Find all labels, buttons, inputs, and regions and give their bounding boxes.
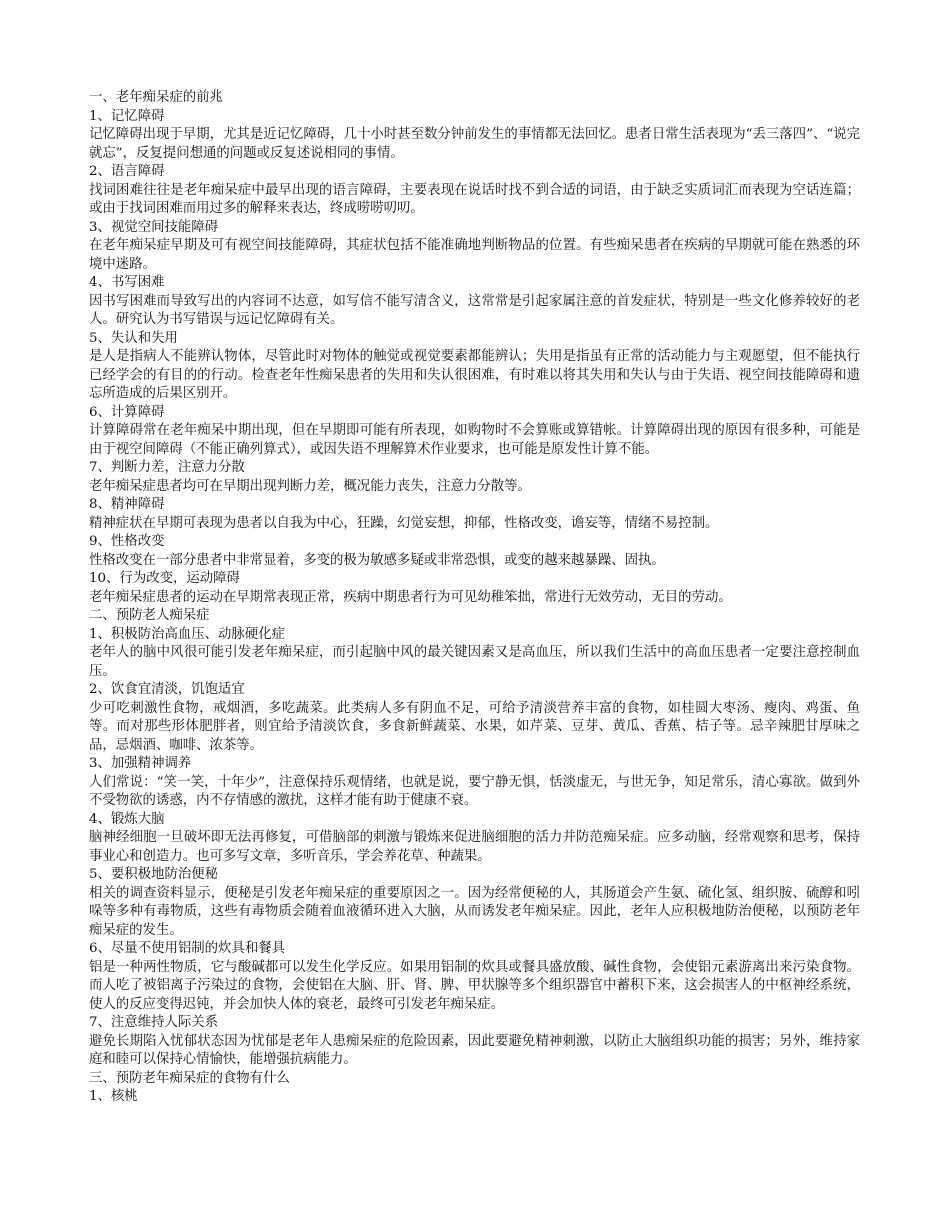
item-text: 避免长期陷入忧郁状态因为忧郁是老年人患痴呆症的危险因素，因此要避免精神刺激，以防止大脑组织功能的损害；另外，维持家庭和睦可以保持心情愉快，能增强抗病能力。	[89, 1033, 860, 1067]
item-heading: 8、精神障碍	[89, 497, 165, 512]
item-text: 人们常说：“笑一笑，十年少”，注意保持乐观情绪，也就是说，要宁静无惧，恬淡虚无，与世无争，知足常乐，清心寡欲。做到外不受物欲的诱惑，内不存情感的激扰，这样才能有助于健康不衰。	[89, 774, 860, 808]
item-heading: 1、记忆障碍	[89, 108, 165, 124]
item-heading: 1、核桃	[89, 1089, 138, 1104]
item-text: 找词困难往往是老年痴呆症中最早出现的语言障碍，主要表现在说话时找不到合适的词语，由于缺乏实质词汇而表现为空话连篇；或由于找词困难而用过多的解释来表达，终成唠唠叨叨。	[89, 182, 860, 216]
section-title: 一、老年痴呆症的前兆	[89, 90, 223, 105]
item-text: 相关的调查资料显示，便秘是引发老年痴呆症的重要原因之一。因为经常便秘的人，其肠道会产生氨、硫化氢、组织胺、硫醇和吲哚等多种有毒物质，这些有毒物质会随着血液循环进入大脑，从而诱发老年痴呆症。因此，老年人应积极地防治便秘，以预防老年痴呆症的发生。	[89, 885, 860, 938]
item-heading: 7、注意维持人际关系	[89, 1015, 219, 1030]
section-title: 二、预防老人痴呆症	[89, 608, 210, 623]
item-text: 性格改变在一部分患者中非常显着，多变的极为敏感多疑或非常恐惧，或变的越来越暴躁、固执。	[89, 552, 665, 568]
item-text: 是人是指病人不能辨认物体，尽管此时对物体的触觉或视觉要素都能辨认；失用是指虽有正常的活动能力与主观愿望，但不能执行已经学会的有目的的行动。检查老年性痴呆患者的失用和失认很困难，有时难以将其失用和失认与由于失语、视空间技能障碍和遗忘所造成的后果区别开。	[89, 349, 860, 401]
item-heading: 7、判断力差，注意力分散	[89, 460, 245, 475]
item-heading: 5、失认和失用	[89, 330, 178, 346]
item-text: 在老年痴呆症早期及可有视空间技能障碍，其症状包括不能准确地判断物品的位置。有些痴呆患者在疾病的早期就可能在熟悉的环境中迷路。	[89, 238, 860, 272]
section-3	[89, 1070, 860, 1107]
item-text: 老年人的脑中风很可能引发老年痴呆症，而引起脑中风的最关键因素又是高血压，所以我们生活中的高血压患者一定要注意控制血压。	[89, 645, 860, 679]
item-heading: 3、加强精神调养	[89, 756, 192, 771]
section-title: 三、预防老年痴呆症的食物有什么	[89, 1070, 290, 1086]
section-2	[89, 607, 860, 1070]
item-heading: 4、书写困难	[89, 275, 165, 290]
item-text: 记忆障碍出现于早期，尤其是近记忆障碍，几十小时甚至数分钟前发生的事情都无法回忆。患者日常生活表现为“丢三落四”、“说完就忘”，反复提问想通的问题或反复述说相同的事情。	[89, 127, 860, 161]
item-heading: 6、尽量不使用铝制的炊具和餐具	[89, 941, 285, 956]
item-heading: 5、要积极地防治便秘	[89, 867, 219, 882]
item-heading: 2、饮食宜清淡，饥饱适宜	[89, 682, 245, 697]
item-heading: 6、计算障碍	[89, 404, 165, 420]
section-1	[89, 89, 860, 607]
item-text: 计算障碍常在老年痴呆中期出现，但在早期即可能有所表现，如购物时不会算账或算错帐。计算障碍出现的原因有很多种，可能是由于视空间障碍（不能正确列算式），或因失语不理解算术作业要求，也可能是原发性计算不能。	[89, 423, 860, 457]
item-heading: 1、积极防治高血压、动脉硬化症	[89, 626, 285, 642]
item-text: 铝是一种两性物质，它与酸碱都可以发生化学反应。如果用铝制的炊具或餐具盛放酸、碱性食物，会使铝元素游离出来污染食物。而人吃了被铝离子污染过的食物，会使铝在大脑、肝、肾、脾、甲状腺等多个组织器官中蓄积下来，这会损害人的中枢神经系统，使人的反应变得迟钝，并会加快人体的衰老，最终可引发老年痴呆症。	[89, 959, 860, 1012]
item-heading: 9、性格改变	[89, 534, 165, 549]
item-text: 老年痴呆症患者均可在早期出现判断力差，概况能力丧失，注意力分散等。	[89, 478, 531, 494]
item-text: 少可吃刺激性食物，戒烟酒，多吃蔬菜。此类病人多有阴血不足，可给予清淡营养丰富的食物，如桂圆大枣汤、瘦肉、鸡蛋、鱼等。而对那些形体肥胖者，则宜给予清淡饮食，多食新鲜蔬菜、水果，如芹菜、豆芽、黄瓜、香蕉、桔子等。忌辛辣肥甘厚味之品，忌烟酒、咖啡、浓茶等。	[89, 700, 860, 753]
item-heading: 4、锻炼大脑	[89, 811, 165, 827]
item-text: 脑神经细胞一旦破坏即无法再修复，可借脑部的刺激与锻炼来促进脑细胞的活力并防范痴呆症。应多动脑，经常观察和思考，保持事业心和创造力。也可多写文章，多听音乐，学会养花草、种蔬果。	[89, 830, 860, 864]
item-heading: 3、视觉空间技能障碍	[89, 219, 219, 235]
item-text: 精神症状在早期可表现为患者以自我为中心，狂躁，幻觉妄想，抑郁，性格改变，谵妄等，情绪不易控制。	[89, 515, 719, 531]
item-text: 因书写困难而导致写出的内容词不达意，如写信不能写清含义，这常常是引起家属注意的首发症状，特别是一些文化修养较好的老人。研究认为书写错误与远记忆障碍有关。	[89, 293, 860, 327]
item-text: 老年痴呆症患者的运动在早期常表现正常，疾病中期患者行为可见幼稚笨拙，常进行无效劳动，无目的劳动。	[89, 589, 732, 605]
item-heading: 10、行为改变，运动障碍	[89, 571, 240, 586]
item-heading: 2、语言障碍	[89, 164, 165, 179]
